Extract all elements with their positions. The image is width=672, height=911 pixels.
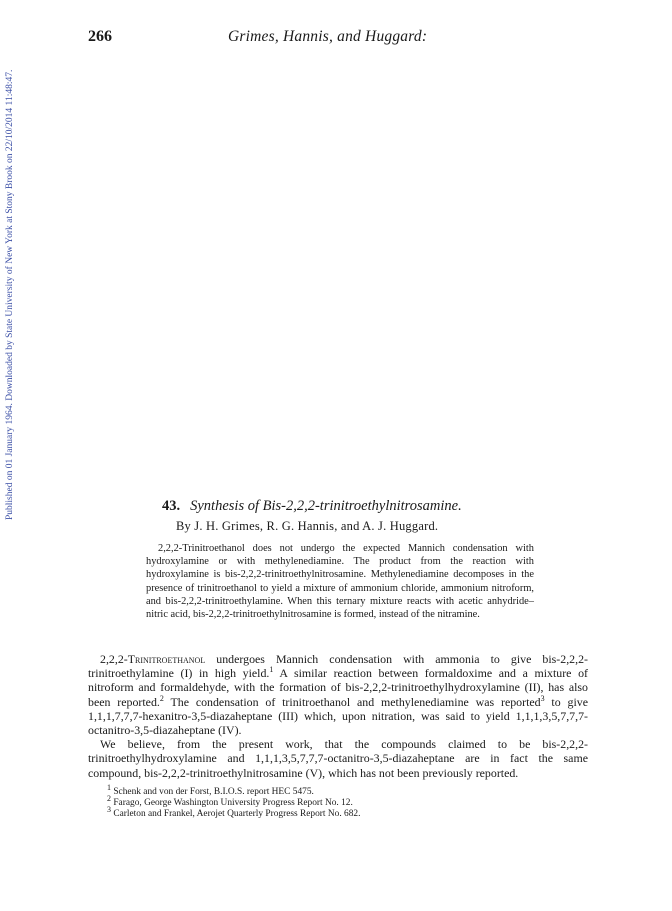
footnote-item: $^3$ Carleton and Frankel, Aerojet Quarterly Progress Report No. 682. <box>107 805 361 820</box>
footnote-mark: 1 <box>107 782 111 792</box>
footnote-item: $^1$ Schenk and von der Forst, B.I.O.S. report HEC 5475. <box>107 782 314 797</box>
page-number: 266 <box>88 28 112 45</box>
footnote-item: $^2$ Farago, George Washington University Progress Report No. 12. <box>107 794 353 809</box>
footnote-ref[interactable]: 1 <box>269 665 274 675</box>
footnotes <box>107 782 527 821</box>
article-authors: By J. H. Grimes, R. G. Hannis, and A. J. Huggard. <box>176 519 439 533</box>
article-title-text: Synthesis of Bis-2,2,2-trinitroethylnitrosamine. <box>190 498 462 514</box>
running-head <box>88 28 608 48</box>
article-body <box>88 652 588 780</box>
article-number: 43. <box>162 498 181 514</box>
paragraph-lead: 2,2,2-Trinitroethanol <box>100 652 206 666</box>
body-paragraph: 2,2,2-Trinitroethanol undergoes Mannich condensation with ammonia to give bis-2,2,2-trinitroethylamine (I) in high yield.$^1$ A similar reaction between formaldoxime and a mixture of nitroform and formaldehyde, with the formation of bis-2,2,2-trinitroethylhydroxylamine (II), has also been reported.$^2$ The condensation of trinitroethanol and methylenediamine was reported$^3$ to give 1,1,1,7,7,7-hexanitro-3,5-diazaheptane (III) which, upon nitration, was said to yield 1,1,1,3,5,7,7,7-octanitro-3,5-diazaheptane (IV). <box>88 652 588 738</box>
running-title: Grimes, Hannis, and Huggard: <box>228 28 428 45</box>
footnote-ref[interactable]: 2 <box>159 693 164 703</box>
footnote-ref[interactable]: 3 <box>540 693 545 703</box>
footnote-mark: 3 <box>107 805 111 815</box>
footnote-mark: 2 <box>107 794 111 804</box>
article-abstract: 2,2,2-Trinitroethanol does not undergo the expected Mannich condensation with hydroxylamine or with methylenediamine. The product from the reaction with hydroxylamine is bis-2,2,2-trinitroethylnitrosamine. Methylenediamine decomposes in the presence of trinitroethanol to yield a mixture of ammonium chloride, ammonium nitroform, and bis-2,2,2-trinitroethylamine. When this ternary mixture reacts with acetic anhydride–nitric acid, bis-2,2,2-trinitroethylnitrosamine is formed, instead of the nitramine. <box>146 543 534 621</box>
download-watermark[interactable]: Published on 01 January 1964. Downloaded by State University of New York at Stony Brook on 22/10/2014 11:48:47. <box>5 69 15 520</box>
body-paragraph: We believe, from the present work, that the compounds claimed to be bis-2,2,2-trinitroethylhydroxylamine and 1,1,1,3,5,7,7,7-octanitro-3,5-diazaheptane are in fact the same compound, bis-2,2,2-trinitroethylnitrosamine (V), which has not been previously reported. <box>88 737 588 780</box>
article-title <box>162 498 462 515</box>
